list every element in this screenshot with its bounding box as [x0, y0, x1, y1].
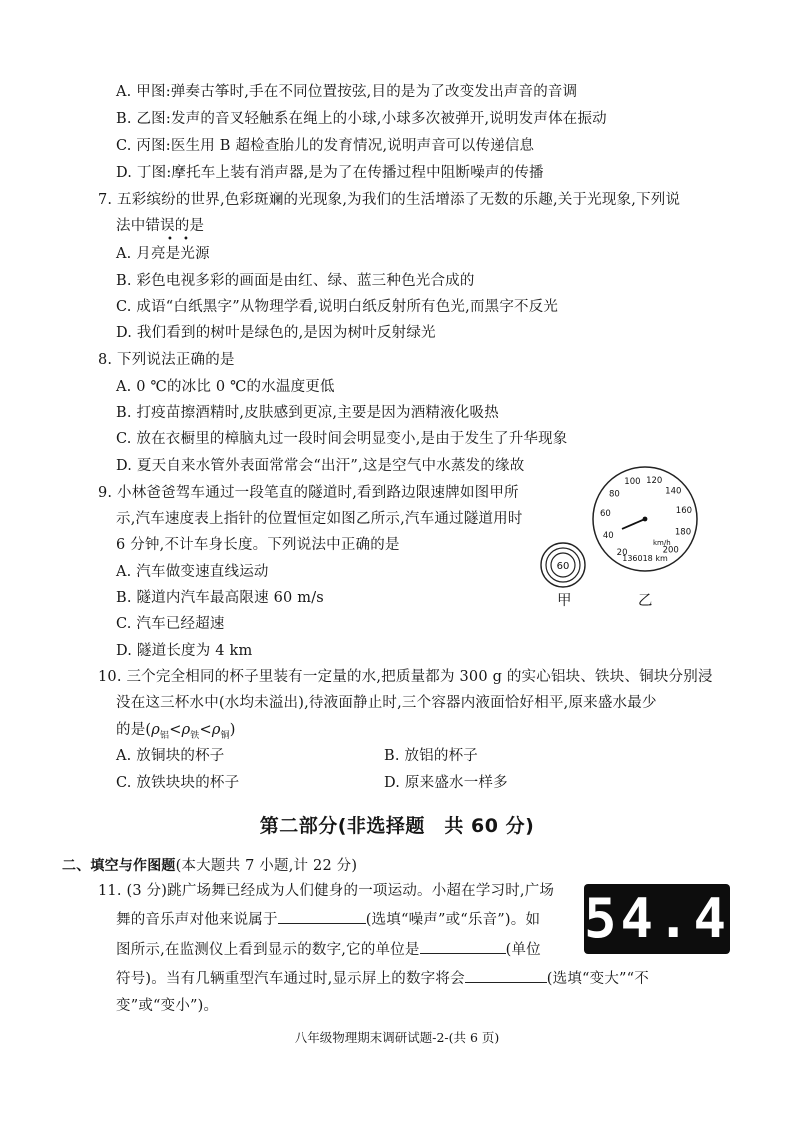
speed-tick-label: 20	[616, 547, 628, 558]
display-reading: 54.4	[584, 887, 731, 950]
less-than: <	[199, 722, 212, 738]
section2-title: 二、填空与作图题	[62, 858, 176, 874]
rho-symbol: ρ	[151, 722, 160, 738]
q7-option-b: B. 彩色电视多彩的画面是由红、绿、蓝三种色光合成的	[116, 273, 475, 289]
noise-monitor-display	[584, 884, 730, 954]
q10-line3-suffix: )	[229, 722, 236, 738]
q10-option-c: C. 放铁块块的杯子	[116, 775, 240, 791]
speed-tick-label: 140	[665, 486, 682, 497]
q10-stem-line3	[116, 720, 236, 746]
q11-line3-text: 图所示,在监测仪上看到显示的数字,它的单位是	[116, 942, 420, 958]
q10-option-d: D. 原来盛水一样多	[384, 775, 508, 791]
q9-stem-line2: 示,汽车速度表上指针的位置恒定如图乙所示,汽车通过隧道用时	[116, 511, 523, 527]
answer-blank-3[interactable]	[465, 968, 547, 983]
q9-option-c: C. 汽车已经超速	[116, 616, 225, 632]
speed-tick-label: 40	[602, 530, 614, 541]
q11-line2-text: 舞的音乐声对他来说属于	[116, 912, 278, 928]
speed-tick-label: 200	[662, 545, 679, 556]
part2-title: 第二部分(非选择题 共 60 分)	[259, 815, 535, 837]
q11-stem-line3	[116, 939, 541, 960]
q11-stem-line5: 变”或“变小”)。	[116, 998, 219, 1014]
speed-tick-label: 160	[675, 505, 693, 516]
emphasis-dot: •	[167, 234, 173, 245]
q10-option-a: A. 放铜块的杯子	[116, 748, 225, 764]
q7-stem-line2: 法中错误的是	[116, 218, 205, 234]
speed-tick-label: 100	[624, 477, 641, 487]
speed-limit-sign-figure	[538, 540, 588, 590]
q7-option-c: C. 成语“白纸黑字”从物理学看,说明白纸反射所有色光,而黑字不反光	[116, 299, 559, 315]
density-sub-cu: 铜	[220, 730, 230, 741]
emphasis-dot: •	[183, 234, 189, 245]
speed-tick-label: 120	[646, 476, 663, 487]
speedometer-needle	[622, 519, 645, 529]
q10-stem-line1: 10. 三个完全相同的杯子里装有一定量的水,把质量都为 300 g 的实心铝块、铁块、铜块分别浸	[98, 669, 713, 685]
q10-stem-line2: 没在这三杯水中(水均未溢出),待液面静止时,三个容器内液面恰好相平,原来盛水最少	[116, 695, 657, 711]
speed-tick-label: 80	[608, 489, 620, 500]
q6-option-d: D. 丁图:摩托车上装有消声器,是为了在传播过程中阻断噪声的传播	[116, 165, 544, 181]
q11-line4-text: 符号)。当有几辆重型汽车通过时,显示屏上的数字将会	[116, 971, 465, 987]
q10-option-b: B. 放铝的杯子	[384, 748, 478, 764]
answer-blank-1[interactable]	[278, 909, 366, 924]
answer-blank-2[interactable]	[420, 939, 506, 954]
speed-tick-label: 60	[599, 509, 611, 520]
odometer-reading: 136018 km	[622, 554, 668, 563]
q9-option-b: B. 隧道内汽车最高限速 60 m/s	[116, 590, 324, 606]
rho-symbol: ρ	[181, 722, 191, 738]
q11-stem-line1: 11. (3 分)跳广场舞已经成为人们健身的一项运动。小超在学习时,广场	[98, 883, 555, 899]
section2-heading	[62, 856, 357, 876]
less-than: <	[169, 722, 182, 738]
q6-option-c: C. 丙图:医生用 B 超检查胎儿的发育情况,说明声音可以传递信息	[116, 138, 535, 154]
q11-line2-options: (选填“噪声”或“乐音”)。如	[365, 912, 541, 928]
section2-note: (本大题共 7 小题,计 22 分)	[175, 858, 358, 874]
figure-label-yi: 乙	[638, 593, 653, 609]
q7-stem-line1: 7. 五彩缤纷的世界,色彩斑斓的光现象,为我们的生活增添了无数的乐趣,关于光现象,下列说	[98, 192, 681, 208]
q8-option-a: A. 0 ℃的冰比 0 ℃的水温度更低	[116, 379, 335, 395]
q6-option-a: A. 甲图:弹奏古筝时,手在不同位置按弦,目的是为了改变发出声音的音调	[116, 84, 578, 100]
speedometer-figure	[590, 460, 700, 578]
q9-option-d: D. 隧道长度为 4 km	[116, 643, 253, 659]
speed-limit-value: 60	[556, 561, 570, 572]
q8-option-b: B. 打疫苗擦酒精时,皮肤感到更凉,主要是因为酒精液化吸热	[116, 405, 499, 421]
speed-unit-label: km/h	[653, 539, 671, 547]
q11-line3-options: (单位	[505, 942, 541, 958]
q9-option-a: A. 汽车做变速直线运动	[116, 564, 269, 580]
q9-stem-line1: 9. 小林爸爸驾车通过一段笔直的隧道时,看到路边限速牌如图甲所	[98, 485, 519, 501]
page-footer: 八年级物理期末调研试题-2-(共 6 页)	[294, 1030, 500, 1045]
q11-stem-line4	[116, 968, 649, 989]
density-sub-fe: 铁	[190, 730, 200, 741]
figure-label-jia: 甲	[557, 593, 572, 609]
q8-option-c: C. 放在衣橱里的樟脑丸过一段时间会明显变小,是由于发生了升华现象	[116, 431, 568, 447]
q10-line3-prefix: 的是(	[116, 722, 152, 738]
q7-option-d: D. 我们看到的树叶是绿色的,是因为树叶反射绿光	[116, 325, 436, 341]
q9-stem-line3: 6 分钟,不计车身长度。下列说法中正确的是	[116, 537, 400, 553]
q8-stem: 8. 下列说法正确的是	[98, 352, 235, 368]
q11-stem-line2	[116, 909, 540, 930]
q6-option-b: B. 乙图:发声的音叉轻触系在绳上的小球,小球多次被弹开,说明发声体在振动	[116, 111, 607, 127]
speed-tick-label: 180	[674, 527, 692, 538]
q8-option-d: D. 夏天自来水管外表面常常会“出汗”,这是空气中水蒸发的缘故	[116, 458, 525, 474]
rho-symbol: ρ	[211, 722, 221, 738]
q7-option-a: A. 月亮是光源	[116, 246, 210, 262]
density-sub-al: 铝	[160, 730, 170, 741]
q11-line4-options: (选填“变大”“不	[546, 971, 649, 987]
needle-hub	[643, 517, 648, 522]
